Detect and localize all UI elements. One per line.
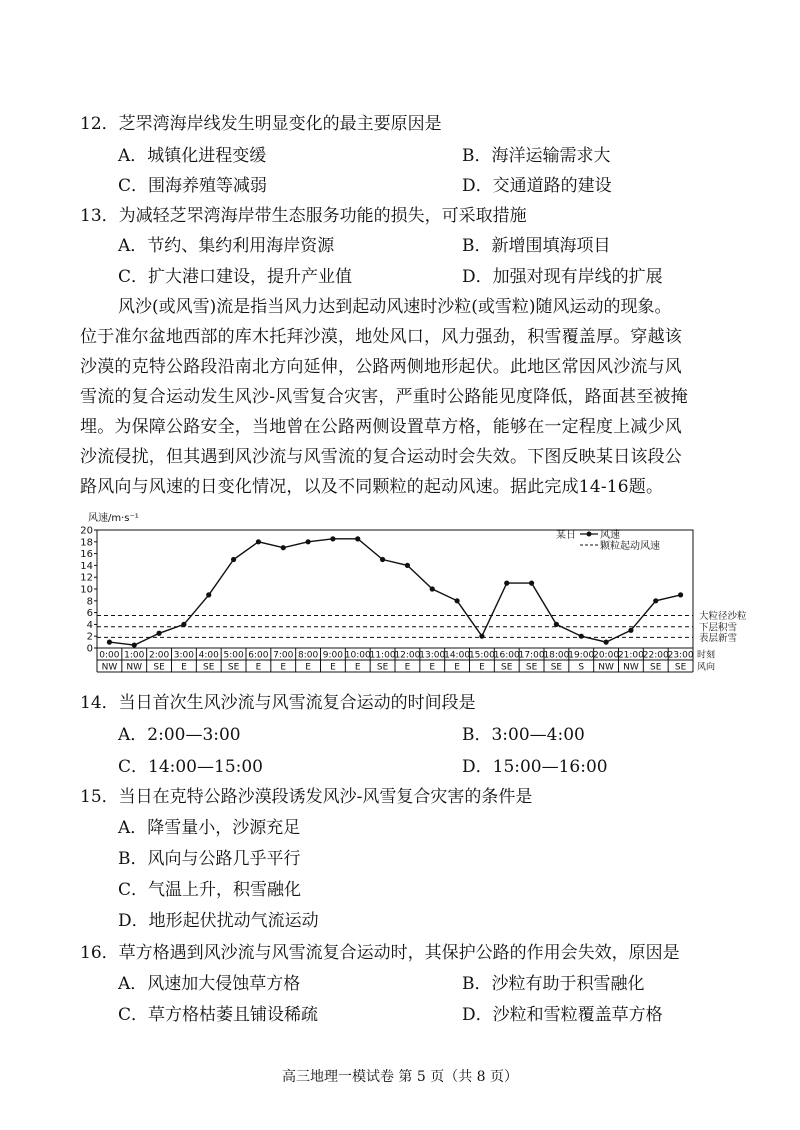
- q13-option-a: A．节约、集约利用海岸资源: [118, 236, 335, 256]
- x-tick-label: 22:00: [642, 650, 669, 661]
- wind-direction-label: E: [479, 662, 485, 673]
- wind-direction-label: NW: [598, 662, 614, 673]
- q14-option-a: A．2:00—3:00: [118, 725, 241, 745]
- wind-direction-label: SE: [376, 662, 389, 673]
- wind-direction-label: S: [578, 662, 585, 673]
- q15-option-b: B．风向与公路几乎平行: [118, 849, 301, 869]
- passage-line: 位于准尔盆地西部的库木托拜沙漠，地处风口，风力强劲，积雪覆盖厚。穿越该: [80, 327, 682, 347]
- wind-direction-label: SE: [550, 662, 563, 673]
- q16-stem: 16．草方格遇到风沙流与风雪流复合运动时，其保护公路的作用会失效，原因是: [80, 943, 680, 963]
- wind-speed-point: [305, 539, 310, 544]
- x-tick-label: 10:00: [344, 650, 371, 661]
- x-tick-label: 23:00: [667, 650, 694, 661]
- wind-direction-label: E: [330, 662, 336, 673]
- legend-threshold-label: 颗粒起动风速: [600, 541, 660, 552]
- wind-speed-point: [678, 592, 683, 597]
- q14-option-d: D．15:00—16:00: [462, 757, 608, 777]
- threshold-label: 下层积雪: [699, 622, 738, 634]
- q16-option-b: B．沙粒有助于积雪融化: [462, 974, 645, 994]
- wind-direction-label: NW: [101, 662, 118, 673]
- x-tick-label: 11:00: [369, 650, 396, 661]
- y-tick-label: 16: [80, 549, 93, 561]
- wind-speed-point: [330, 536, 335, 541]
- q16-option-c: C．草方格枯萎且铺设稀疏: [118, 1005, 319, 1025]
- x-tick-label: 15:00: [468, 650, 495, 661]
- wind-direction-label: E: [404, 662, 411, 673]
- q16-option-a: A．风速加大侵蚀草方格: [118, 974, 301, 994]
- wind-speed-point: [554, 622, 559, 627]
- wind-direction-label: E: [429, 662, 436, 673]
- wind-speed-point: [156, 631, 161, 636]
- x-tick-label: 7:00: [273, 650, 294, 661]
- x-tick-label: 21:00: [617, 650, 644, 661]
- wind-direction-label: SE: [153, 662, 165, 673]
- q14-option-b: B．3:00—4:00: [462, 725, 585, 745]
- wind-direction-label: SE: [203, 662, 215, 673]
- wind-speed-point: [132, 642, 137, 647]
- wind-direction-label: SE: [227, 662, 240, 673]
- wind-direction-label: SE: [650, 662, 662, 673]
- x-tick-label: 3:00: [173, 650, 195, 661]
- y-tick-label: 8: [86, 596, 93, 608]
- passage-line: 路风向与风速的日变化情况，以及不同颗粒的起动风速。据此完成14-16题。: [80, 477, 664, 497]
- wind-direction-label: E: [305, 662, 311, 673]
- q12-option-c: C．围海养殖等减弱: [118, 176, 268, 196]
- wind-speed-point: [529, 581, 534, 586]
- wind-speed-point: [355, 536, 360, 541]
- x-tick-label: 1:00: [124, 650, 145, 661]
- passage-line: 雪流的复合运动发生风沙-风雪复合灾害，严重时公路能见度降低，路面甚至被掩: [80, 387, 688, 407]
- q13-stem: 13．为减轻芝罘湾海岸带生态服务功能的损失，可采取措施: [80, 206, 527, 226]
- wind-speed-point: [256, 539, 261, 544]
- wind-direction-label: E: [255, 662, 262, 673]
- wind-speed-chart: [0, 508, 800, 680]
- y-tick-label: 12: [80, 572, 93, 584]
- y-tick-label: 0: [86, 643, 93, 655]
- wind-speed-point: [653, 598, 658, 603]
- q13-option-d: D．加强对现有岸线的扩展: [462, 267, 663, 287]
- x-tick-label: 13:00: [419, 650, 446, 661]
- wind-direction-label: SE: [525, 662, 538, 673]
- x-tick-label: 2:00: [148, 650, 170, 661]
- wind-speed-point: [206, 592, 211, 597]
- q12-stem: 12．芝罘湾海岸线发生明显变化的最主要原因是: [80, 114, 442, 134]
- x-tick-label: 17:00: [518, 650, 545, 661]
- chart-legend: [556, 528, 660, 552]
- q15-option-c: C．气温上升，积雪融化: [118, 880, 302, 900]
- wind-speed-point: [504, 581, 509, 586]
- q12-option-d: D．交通道路的建设: [462, 176, 612, 196]
- x-tick-label: 18:00: [543, 650, 570, 661]
- threshold-label: 表层新雪: [699, 632, 738, 644]
- wind-speed-point: [181, 622, 186, 627]
- y-tick-label: 4: [86, 619, 93, 631]
- y-tick-label: 2: [86, 631, 93, 643]
- wind-speed-point: [479, 634, 484, 639]
- y-tick-label: 20: [80, 525, 93, 537]
- y-axis-label: 风速/m·s⁻¹: [88, 513, 139, 524]
- wind-speed-point: [231, 557, 236, 562]
- q15-option-d: D．地形起伏扰动气流运动: [118, 911, 319, 931]
- x-tick-label: 16:00: [493, 650, 520, 661]
- x-tick-label: 8:00: [297, 650, 319, 661]
- legend-prefix: 某日: [556, 530, 576, 541]
- x-tick-label: 5:00: [223, 650, 244, 661]
- y-tick-label: 10: [80, 584, 93, 596]
- wind-speed-point: [454, 598, 459, 603]
- y-tick-label: 14: [80, 560, 93, 572]
- passage-line: 风沙(或风雪)流是指当风力达到起动风速时沙粒(或雪粒)随风运动的现象。: [118, 297, 672, 317]
- wind-speed-point: [405, 563, 410, 568]
- wind-direction-label: E: [181, 662, 187, 673]
- wind-direction-label: SE: [501, 662, 513, 673]
- x-tick-label: 14:00: [444, 650, 471, 661]
- wind-speed-point: [579, 634, 584, 639]
- q15-stem: 15．当日在克特公路沙漠段诱发风沙-风雪复合灾害的条件是: [80, 787, 533, 807]
- wind-speed-point: [281, 545, 286, 550]
- wind-speed-point: [603, 640, 608, 645]
- page-footer: 高三地理一模试卷 第 5 页（共 8 页）: [281, 1069, 519, 1085]
- wind-direction-label: SE: [674, 662, 687, 673]
- q14-stem: 14．当日首次生风沙流与风雪流复合运动的时间段是: [80, 693, 476, 713]
- wind-speed-point: [107, 640, 112, 645]
- threshold-label: 大粒径沙粒: [699, 611, 747, 623]
- q16-option-d: D．沙粒和雪粒覆盖草方格: [462, 1005, 663, 1025]
- q15-option-a: A．降雪量小，沙源充足: [118, 818, 301, 838]
- q13-option-b: B．新增围填海项目: [462, 236, 611, 256]
- wind-speed-point: [430, 586, 435, 591]
- wind-direction-label: E: [354, 662, 361, 673]
- x-tick-label: 0:00: [99, 650, 120, 661]
- x-tick-label: 9:00: [322, 650, 344, 661]
- x-axis-label-direction: 风向: [697, 662, 716, 673]
- wind-direction-label: NW: [623, 662, 639, 673]
- x-tick-label: 19:00: [568, 650, 595, 661]
- legend-speed-label: 风速: [600, 530, 620, 541]
- q12-option-a: A．城镇化进程变缓: [118, 146, 267, 166]
- wind-direction-label: NW: [126, 662, 143, 673]
- x-tick-label: 6:00: [248, 650, 269, 661]
- x-tick-label: 4:00: [198, 650, 219, 661]
- wind-speed-point: [628, 628, 633, 633]
- y-tick-label: 6: [86, 608, 93, 620]
- x-tick-label: 20:00: [593, 650, 620, 661]
- y-tick-label: 18: [80, 537, 93, 549]
- passage-line: 沙漠的克特公路段沿南北方向延伸，公路两侧地形起伏。此地区常因风沙流与风: [80, 357, 682, 377]
- wind-direction-label: E: [280, 662, 287, 673]
- wind-speed-point: [380, 557, 385, 562]
- passage-line: 沙流侵扰，但其遇到风沙流与风雪流的复合运动时会失效。下图反映某日该段公: [80, 447, 682, 467]
- x-tick-label: 12:00: [394, 650, 421, 661]
- passage-line: 埋。为保障公路安全，当地曾在公路两侧设置草方格，能够在一定程度上减少风: [80, 417, 682, 437]
- q13-option-c: C．扩大港口建设，提升产业值: [118, 267, 353, 287]
- wind-speed-line: [109, 539, 680, 645]
- q12-option-b: B．海洋运输需求大: [462, 146, 611, 166]
- q14-option-c: C．14:00—15:00: [118, 757, 263, 777]
- x-axis-label-time: 时刻: [697, 650, 716, 661]
- legend-speed-marker: [587, 532, 592, 537]
- wind-direction-label: E: [454, 662, 460, 673]
